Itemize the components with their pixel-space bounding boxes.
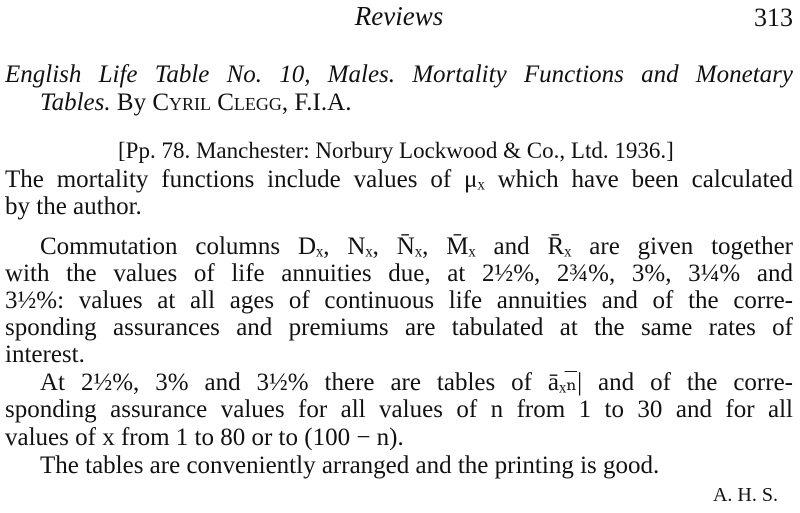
paragraph-2-line-3: 3½%: values at all ages of continuous life annuities and of the corre- — [5, 287, 793, 314]
paragraph-2-line-4: sponding assurances and premiums are tabulated at the same rates of — [5, 314, 793, 341]
paragraph-2-line-1: Commutation columns Dₓ, Nₓ, N̄ₓ, M̄ₓ and R̄ₓ are given together — [40, 233, 793, 260]
author: Cyril Clegg, F.I.A. — [152, 89, 352, 116]
by-label: By — [116, 89, 147, 116]
paragraph-1-line-1: The mortality functions include values of μₓ which have been calculated — [5, 166, 793, 193]
review-title-tail: Tables. — [40, 89, 111, 116]
review-title-line-1: English Life Table No. 10, Males. Mortality Functions and Monetary — [5, 61, 793, 88]
paragraph-2-line-5: interest. — [5, 341, 85, 368]
publication-info: [Pp. 78. Manchester: Norbury Lockwood & Co., Ltd. 1936.] — [118, 138, 674, 163]
page-number: 313 — [754, 3, 793, 32]
paragraph-1-line-2: by the author. — [5, 193, 142, 220]
paragraph-3-line-1: At 2½%, 3% and 3½% there are tables of āₓₙ̅| and of the corre- — [40, 369, 793, 396]
running-title: Reviews — [354, 1, 444, 31]
paragraph-3-line-3: values of x from 1 to 80 or to (100 − n). — [5, 424, 404, 451]
signature: A. H. S. — [712, 484, 778, 506]
review-title-line-2 — [40, 89, 800, 117]
paragraph-4-line-1: The tables are conveniently arranged and the printing is good. — [40, 452, 660, 479]
paragraph-2-line-2: with the values of life annuities due, at 2½%, 2¾%, 3%, 3¼% and — [5, 260, 793, 287]
paragraph-3-line-2: sponding assurance values for all values of n from 1 to 30 and for all — [5, 396, 793, 423]
